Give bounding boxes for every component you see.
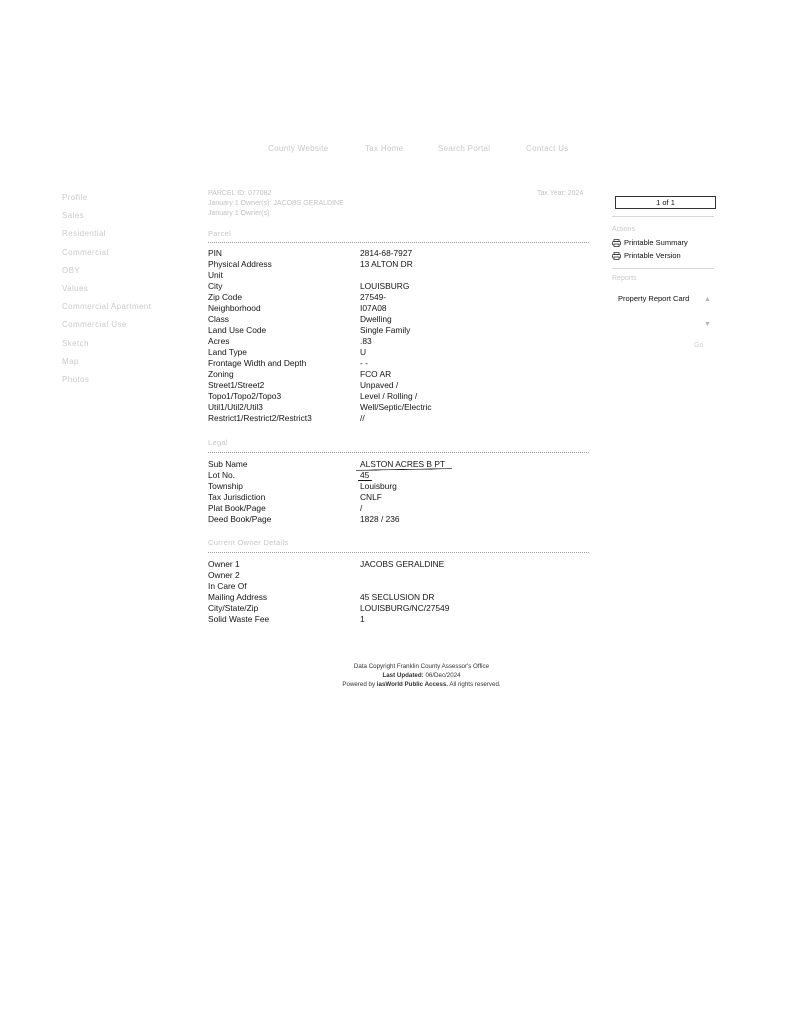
row-label: Solid Waste Fee	[208, 614, 270, 624]
row-label: Zip Code	[208, 292, 242, 302]
row-value: - -	[360, 358, 368, 368]
table-row	[208, 603, 588, 614]
parcel-section-title: Parcel	[208, 229, 232, 238]
row-value: Well/Septic/Electric	[360, 402, 432, 412]
table-row	[208, 281, 588, 292]
last-updated-value: 06/Dec/2024	[425, 672, 461, 679]
sidebar-item-commercial[interactable]: Commercial	[62, 247, 109, 257]
row-value: Louisburg	[360, 481, 397, 491]
row-label: Owner 1	[208, 559, 240, 569]
right-panel-divider	[612, 268, 714, 269]
row-value: LOUISBURG	[360, 281, 410, 291]
table-row	[208, 402, 588, 413]
nav-contact-us-link[interactable]: Contact Us	[526, 144, 569, 153]
row-label: Land Type	[208, 347, 247, 357]
row-label: Frontage Width and Depth	[208, 358, 307, 368]
row-label: Land Use Code	[208, 325, 267, 335]
table-row	[208, 314, 588, 325]
row-label: Sub Name	[208, 459, 248, 469]
actions-label: Actions	[612, 226, 635, 233]
parcel-section-divider	[208, 242, 589, 243]
table-row	[208, 347, 588, 358]
right-panel-divider	[612, 216, 714, 217]
owner-header-line1: January 1 Owner(s): JACOBS GERALDINE	[208, 200, 344, 207]
row-label: Township	[208, 481, 243, 491]
page-counter: 1 of 1	[615, 196, 716, 209]
table-row	[208, 570, 588, 581]
table-row	[208, 259, 588, 270]
footer-last-updated	[26, 672, 791, 679]
table-row	[208, 303, 588, 314]
table-row	[208, 325, 588, 336]
sidebar-item-sales[interactable]: Sales	[62, 211, 85, 221]
table-row	[208, 581, 588, 592]
printer-icon	[612, 252, 621, 260]
printable-version-link[interactable]	[612, 251, 681, 260]
table-row	[208, 614, 588, 625]
tax-year: Tax Year: 2024	[537, 190, 584, 197]
sidebar-item-commercial-apartment[interactable]: Commercial Apartment	[62, 302, 152, 312]
table-row	[208, 514, 588, 525]
row-value: 27549-	[360, 292, 387, 302]
owner-header-line2: January 1 Owner(s):	[208, 210, 272, 217]
row-label: City	[208, 281, 223, 291]
row-value: LOUISBURG/NC/27549	[360, 603, 450, 613]
row-value: 1	[360, 614, 365, 624]
printable-version-label: Printable Version	[624, 251, 681, 260]
row-value: I07A08	[360, 303, 387, 313]
sidebar-item-map[interactable]: Map	[62, 356, 79, 366]
row-value: //	[360, 413, 365, 423]
footer-copyright: Data Copyright Franklin County Assessor's Office	[353, 663, 490, 670]
sidebar-navigation	[62, 192, 182, 392]
printer-icon	[612, 239, 621, 247]
legal-section-divider	[208, 452, 589, 453]
scroll-up-icon[interactable]: ▲	[704, 296, 711, 303]
table-row	[208, 270, 588, 281]
sidebar-item-commercial-use[interactable]: Commercial Use	[62, 320, 127, 330]
table-row	[208, 292, 588, 303]
handwritten-underline	[358, 480, 372, 481]
row-value: Unpaved /	[360, 380, 399, 390]
table-row	[208, 503, 588, 514]
row-label: Mailing Address	[208, 592, 268, 602]
row-label: Lot No.	[208, 470, 236, 480]
row-label: City/State/Zip	[208, 603, 259, 613]
row-value: ALSTON ACRES B PT	[360, 459, 446, 469]
sidebar-item-sketch[interactable]: Sketch	[62, 338, 89, 348]
row-value: Dwelling	[360, 314, 392, 324]
table-row	[208, 559, 588, 570]
table-row	[208, 336, 588, 347]
row-value: 45	[360, 470, 370, 480]
owner-table	[208, 559, 588, 625]
row-value: 1828 / 236	[360, 514, 400, 524]
powered-by-suffix: All rights reserved.	[449, 681, 501, 688]
row-label: Owner 2	[208, 570, 240, 580]
row-label: Street1/Street2	[208, 380, 265, 390]
last-updated-label: Last Updated:	[382, 672, 424, 679]
row-label: Restrict1/Restrict2/Restrict3	[208, 413, 312, 423]
sidebar-item-oby[interactable]: OBY	[62, 265, 81, 275]
table-row	[208, 369, 588, 380]
row-label: Plat Book/Page	[208, 503, 266, 513]
row-label: PIN	[208, 248, 222, 258]
table-row	[208, 592, 588, 603]
row-value: FCO AR	[360, 369, 392, 379]
powered-by-brand: iasWorld Public Access.	[376, 681, 448, 688]
row-value: 13 ALTON DR	[360, 259, 413, 269]
table-row	[208, 481, 588, 492]
row-label: Topo1/Topo2/Topo3	[208, 391, 282, 401]
nav-county-website-link[interactable]: County Website	[268, 144, 329, 153]
row-label: Physical Address	[208, 259, 272, 269]
row-value: 45 SECLUSION DR	[360, 592, 435, 602]
row-value: Level / Rolling /	[360, 391, 418, 401]
sidebar-item-values[interactable]: Values	[62, 283, 89, 293]
row-value: 2814-68-7927	[360, 248, 413, 258]
nav-tax-home-link[interactable]: Tax Home	[365, 144, 404, 153]
printable-summary-link[interactable]	[612, 238, 688, 247]
parcel-table	[208, 248, 588, 424]
row-value: /	[360, 503, 363, 513]
table-row	[208, 380, 588, 391]
reports-label: Reports	[612, 275, 637, 282]
nav-search-portal-link[interactable]: Search Portal	[438, 144, 491, 153]
row-value: CNLF	[360, 492, 382, 502]
parcel-id-header: PARCEL ID: 077082	[208, 190, 272, 197]
row-label: Neighborhood	[208, 303, 261, 313]
owner-section-divider	[208, 552, 589, 553]
table-row	[208, 391, 588, 402]
table-row	[208, 492, 588, 503]
table-row	[208, 248, 588, 259]
row-value: JACOBS GERALDINE	[360, 559, 445, 569]
row-value: U	[360, 347, 367, 357]
row-label: Tax Jurisdiction	[208, 492, 266, 502]
table-row	[208, 470, 588, 481]
top-navigation	[0, 144, 791, 156]
row-value: .83	[360, 336, 372, 346]
table-row	[208, 413, 588, 424]
legal-section-title: Legal	[208, 438, 228, 447]
owner-section-title: Current Owner Details	[208, 538, 289, 547]
sidebar-item-residential[interactable]: Residential	[62, 229, 106, 239]
row-label: Unit	[208, 270, 223, 280]
row-label: Class	[208, 314, 229, 324]
row-label: Zoning	[208, 369, 234, 379]
footer-powered-by	[26, 681, 791, 688]
printable-summary-label: Printable Summary	[624, 238, 688, 247]
row-label: Deed Book/Page	[208, 514, 272, 524]
row-label: In Care Of	[208, 581, 247, 591]
go-button[interactable]: Go	[694, 342, 704, 349]
row-value: Single Family	[360, 325, 411, 335]
property-report-card-link[interactable]: Property Report Card	[618, 294, 690, 303]
row-label: Util1/Util2/Util3	[208, 402, 263, 412]
sidebar-item-photos[interactable]: Photos	[62, 374, 90, 384]
powered-by-prefix: Powered by	[342, 681, 376, 688]
sidebar-item-profile[interactable]: Profile	[62, 193, 88, 202]
table-row	[208, 358, 588, 369]
scroll-down-icon[interactable]: ▼	[704, 321, 711, 328]
row-label: Acres	[208, 336, 230, 346]
